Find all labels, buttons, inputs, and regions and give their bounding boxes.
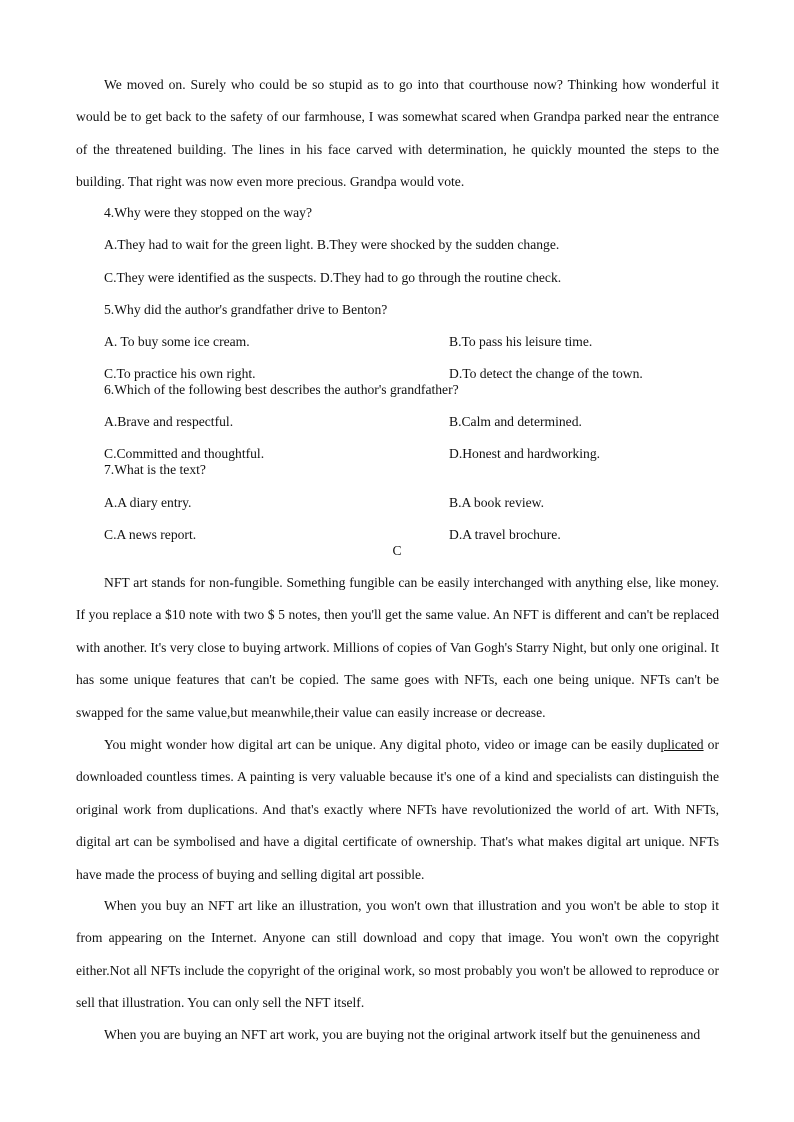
question-6-stem: 6.Which of the following best describes the author's grandfather? xyxy=(104,382,459,397)
question-4-stem: 4.Why were they stopped on the way? xyxy=(104,205,312,220)
question-7-option-d: D.A travel brochure. xyxy=(449,527,561,542)
question-4-options-cd: C.They were identified as the suspects. D.They had to go through the routine check. xyxy=(104,270,562,285)
question-6-option-a: A.Brave and respectful. xyxy=(104,414,234,429)
passage-b-paragraph: We moved on. Surely who could be so stupid as to go into that courthouse now? Thinking how wonderful it would be to get back to the safety of our farmhouse, I was somewhat scared when Grandpa parked near the entrance of the threatened building. The lines in his face carved with determination, he quickly mounted the steps to the building. That right was now even more precious. Grandpa would vote. xyxy=(76,77,719,190)
question-7-option-c: C.A news report. xyxy=(104,527,197,542)
question-6-option-c: C.Committed and thoughtful. xyxy=(104,446,265,461)
question-5-option-c: C.To practice his own right. xyxy=(104,366,256,381)
question-5-option-b: B.To pass his leisure time. xyxy=(449,334,593,349)
question-6-option-b: B.Calm and determined. xyxy=(449,414,582,429)
question-5-option-d: D.To detect the change of the town. xyxy=(449,366,643,381)
question-5-option-a: A. To buy some ice cream. xyxy=(104,334,250,349)
question-7-stem: 7.What is the text? xyxy=(104,462,206,477)
section-c-paragraph-1: NFT art stands for non-fungible. Something fungible can be easily interchanged with anything else, like money. If you replace a $10 note with two $ 5 notes, then you'll get the same value. An NFT is different and can't be replaced with another. It's very close to buying artwork. Millions of copies of Van Gogh's Starry Night, but only one original. It has some unique features that can't be copied. The same goes with NFTs, each one being unique. NFTs can't be swapped for the same value,but meanwhile,their value can easily increase or decrease. xyxy=(76,575,719,720)
section-c-paragraph-4: When you are buying an NFT art work, you are buying not the original artwork itself but the genuineness and xyxy=(104,1027,701,1042)
underlined-word: plicated xyxy=(660,737,704,752)
paragraph-2-text-start: You might wonder how digital art can be unique. Any digital photo, video or image can be easily du xyxy=(104,737,661,752)
question-7-option-b: B.A book review. xyxy=(449,495,545,510)
section-c-heading: C xyxy=(392,543,402,558)
section-c-paragraph-3: When you buy an NFT art like an illustration, you won't own that illustration and you won't be able to stop it from appearing on the Internet. Anyone can still download and copy that image. You won't own the copyright either.Not all NFTs include the copyright of the original work, so most probably you won't be allowed to reproduce or sell that illustration. You can only sell the NFT itself. xyxy=(76,898,719,1011)
question-4-options-ab: A.They had to wait for the green light. B.They were shocked by the sudden change. xyxy=(104,237,560,252)
question-6-option-d: D.Honest and hardworking. xyxy=(449,446,601,461)
question-5-stem: 5.Why did the author's grandfather drive to Benton? xyxy=(104,302,388,317)
section-c-paragraph-2 xyxy=(76,729,719,891)
question-7-option-a: A.A diary entry. xyxy=(104,495,192,510)
paragraph-2-text-end: or downloaded countless times. A painting is very valuable because it's one of a kind and specialists can distinguish the original work from duplications. And that's exactly where NFTs have revolutionized the world of art. With NFTs, digital art can be symbolised and have a digital certificate of ownership. That's what makes digital art unique. NFTs have made the process of buying and selling digital art possible. xyxy=(76,737,719,882)
